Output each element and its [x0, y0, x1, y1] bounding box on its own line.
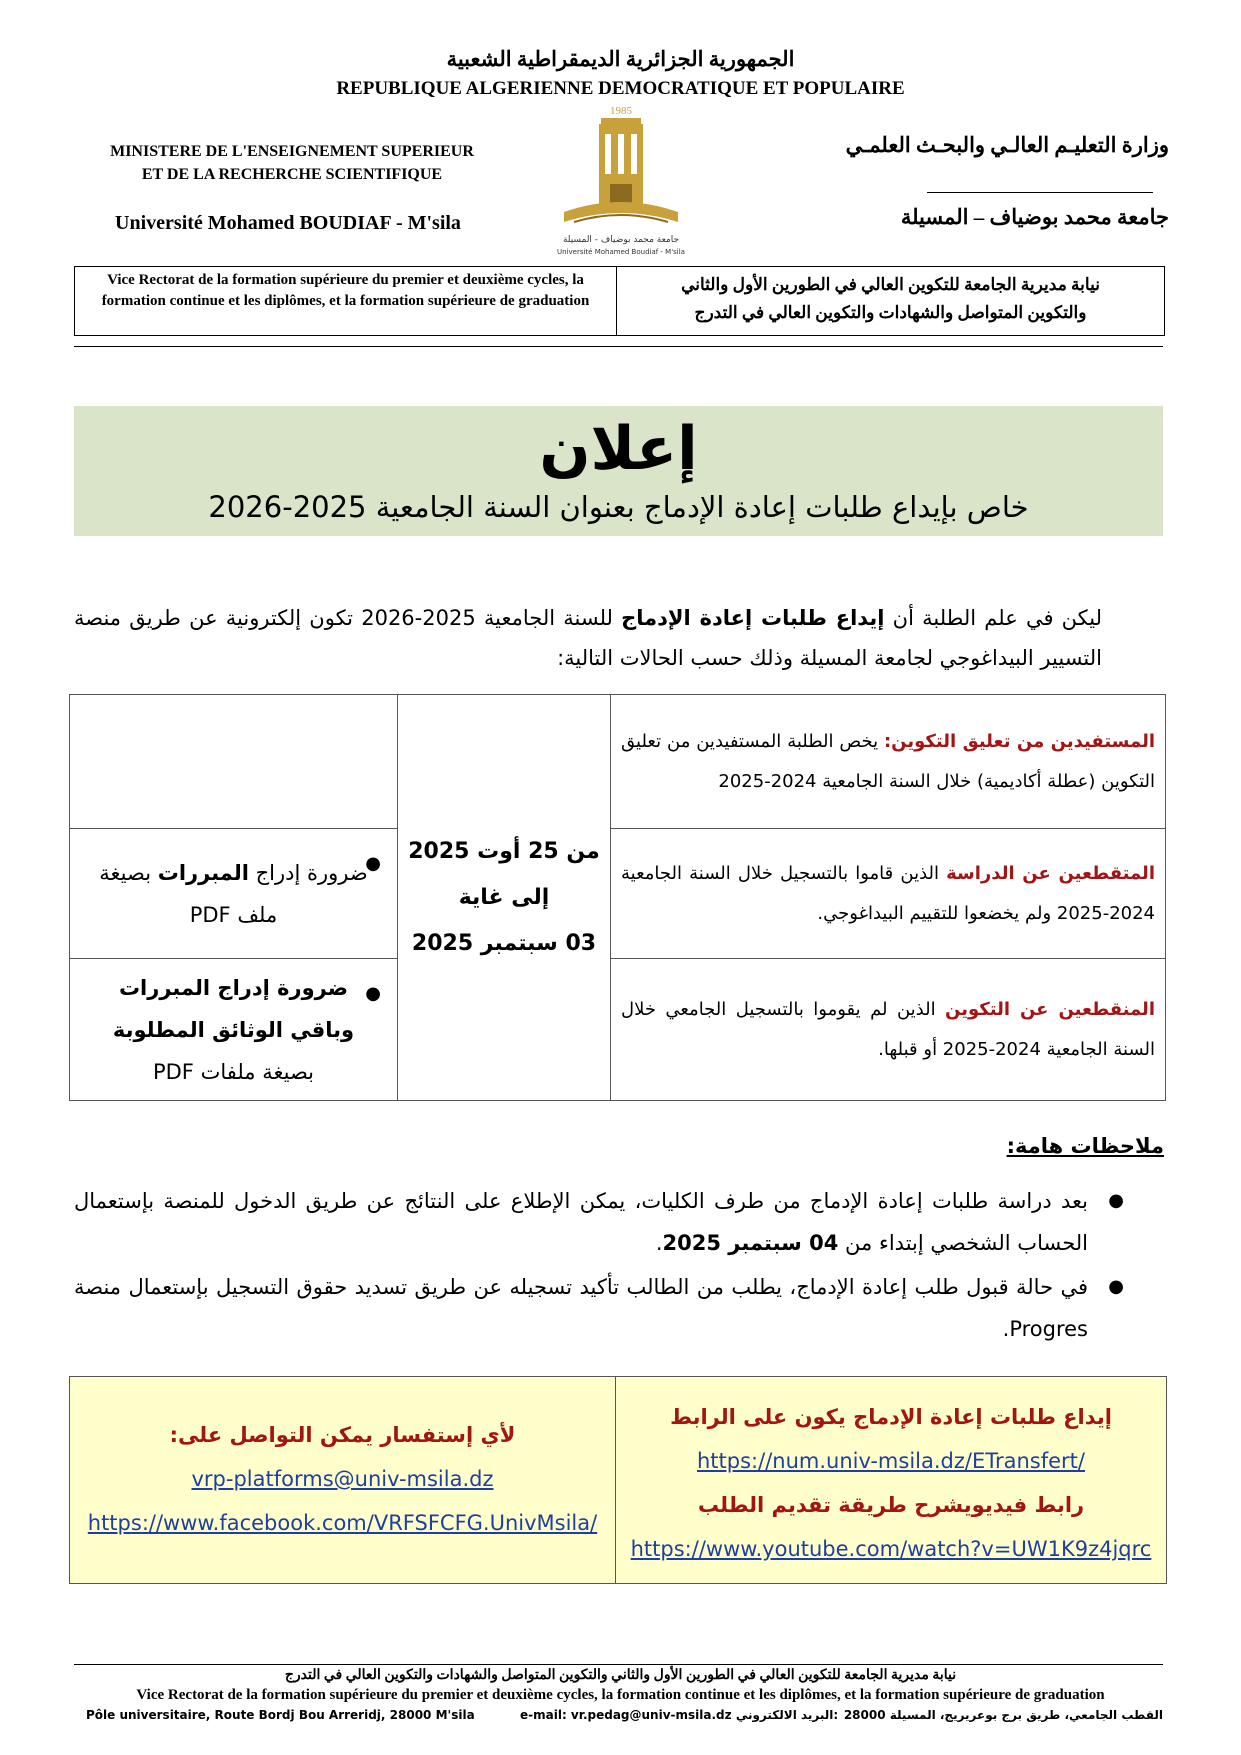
- case-label: المنقطعين عن التكوين: [945, 998, 1155, 1020]
- logo-year: 1985: [610, 105, 632, 117]
- ministry-fr-line2: ET DE LA RECHERCHE SCIENTIFIQUE: [141, 166, 443, 183]
- case-label: المستفيدين من تعليق التكوين:: [883, 730, 1155, 752]
- case-label: المتقطعين عن الدراسة: [946, 862, 1155, 884]
- facebook-link[interactable]: https://www.facebook.com/VRFSFCFG.UnivMsila/: [87, 1511, 598, 1535]
- footer-address-fr: Pôle universitaire, Route Bordj Bou Arreridj, 28000 M'sila: [86, 1708, 475, 1722]
- logo-name-fr: Université Mohamed Boudiaf - M'sila: [557, 248, 685, 256]
- contact-box: [69, 1376, 1167, 1584]
- intro-part2: للسنة الجامعية 2025-2026 تكون إلكترونية عن طريق منصة التسيير البيداغوجي لجامعة المسيلة وذلك حسب الحالات التالية:: [74, 606, 1102, 670]
- intro-part1: ليكن في علم الطلبة أن: [884, 606, 1102, 630]
- submit-title: إيداع طلبات إعادة الإدماج يكون على الرابط: [670, 1405, 1112, 1429]
- case-text: الذين لم يقوموا بالتسجيل الجامعي خلال السنة الجامعية 2024-2025 أو قبلها.: [621, 998, 1155, 1060]
- case-text: يخص الطلبة المستفيدين من تعليق التكوين (عطلة أكاديمية) خلال السنة الجامعية 2024-2025: [621, 730, 1155, 792]
- logo-emblem-icon: [552, 104, 690, 260]
- vice-rectorate-fr: Vice Rectorat de la formation supérieure du premier et deuxième cycles, la formation continue et les diplômes, et la formation supérieure de graduation: [75, 267, 617, 335]
- vice-rectorate-box: [74, 266, 1165, 336]
- university-logo: [552, 104, 690, 260]
- period-line1: من 25 أوت 2025: [408, 838, 600, 864]
- requirement-post: بصيغة ملف PDF: [99, 860, 278, 927]
- ministry-ar: وزارة التعليـم العالـي والبحـث العلمـي: [845, 133, 1169, 157]
- country-name-fr: REPUBLIQUE ALGERIENNE DEMOCRATIQUE ET POPULAIRE: [336, 78, 905, 99]
- note-text: في حالة قبول طلب إعادة الإدماج، يطلب من الطالب تأكيد تسجيله عن طريق تسديد حقوق التسجيل بإستعمال منصة Progres.: [74, 1275, 1088, 1341]
- submit-link[interactable]: https://num.univ-msila.dz/ETransfert/: [697, 1449, 1085, 1473]
- case-text: الذين قاموا بالتسجيل خلال السنة الجامعية 2024-2025 ولم يخضعوا للتقييم البيداغوجي.: [621, 862, 1155, 924]
- footer-email[interactable]: e-mail: vr.pedag@univ-msila.dz البريد الالكتروني:: [520, 1708, 839, 1722]
- submission-panel: [616, 1377, 1166, 1583]
- requirement-cell: [70, 959, 398, 1101]
- footer-ar: نيابة مديرية الجامعة للتكوين العالي في الطورين الأول والثاني والتكوين المتواصل والشهادات والتكوين العالي في التدرج: [284, 1668, 957, 1683]
- country-name-ar: الجمهورية الجزائرية الديمقراطية الشعبية: [446, 47, 795, 71]
- period-cell: [398, 695, 611, 1101]
- period-line2: إلى غاية: [458, 884, 550, 910]
- intro-bold: إيداع طلبات إعادة الإدماج: [621, 606, 885, 630]
- bullet-icon: ●: [1108, 1190, 1124, 1211]
- period-line3: 03 سبتمبر 2025: [411, 930, 597, 956]
- bullet-icon: ●: [1108, 1276, 1124, 1297]
- contact-email-link[interactable]: vrp-platforms@univ-msila.dz: [191, 1467, 494, 1491]
- video-title: رابط فيديويشرح طريقة تقديم الطلب: [697, 1493, 1085, 1517]
- note-text: بعد دراسة طلبات إعادة الإدماج من طرف الكليات، يمكن الإطلاع على النتائج عن طريق الدخول للمنصة بإستعمال الحساب الشخصي إبتداء من: [74, 1189, 1088, 1255]
- bullet-icon: ●: [365, 983, 381, 1004]
- footer-address-ar: القطب الجامعي، طريق برج بوعريريج، المسيلة 28000: [843, 1708, 1163, 1722]
- cases-table: [69, 694, 1166, 1101]
- vice-rectorate-ar: [617, 267, 1164, 335]
- ministry-fr-line1: MINISTERE DE L'ENSEIGNEMENT SUPERIEUR: [110, 143, 474, 160]
- announcement-subtitle: خاص بإيداع طلبات إعادة الإدماج بعنوان السنة الجامعية 2025-2026: [208, 490, 1029, 524]
- notes-title: ملاحظات هامة:: [1006, 1134, 1164, 1158]
- note-bold: 04 سبتمبر 2025: [662, 1231, 839, 1255]
- requirement-pre: ضرورة إدراج: [248, 860, 368, 885]
- logo-name-ar: جامعة محمد بوضياف - المسيلة: [562, 235, 680, 245]
- note-item: [74, 1266, 1124, 1350]
- footer-divider: [74, 1664, 1163, 1665]
- case-row: [611, 829, 1166, 959]
- announcement-banner: [74, 406, 1163, 536]
- ministry-fr: [72, 140, 512, 186]
- requirement-bold: المبررات: [157, 860, 249, 885]
- vice-rectorate-ar-line1: نيابة مديرية الجامعة للتكوين العالي في الطورين الأول والثاني: [681, 275, 1100, 294]
- video-link[interactable]: https://www.youtube.com/watch?v=UW1K9z4jqrc: [630, 1537, 1152, 1561]
- requirement-post: بصيغة ملفات PDF: [152, 1059, 315, 1084]
- ministry-underline: [927, 192, 1153, 193]
- requirement-bold: ضرورة إدراج المبررات وباقي الوثائق المطلوبة: [112, 975, 355, 1042]
- intro-paragraph: [74, 598, 1102, 678]
- header-divider: [74, 346, 1163, 347]
- university-name-ar: جامعة محمد بوضياف – المسيلة: [900, 205, 1169, 229]
- requirement-cell: [70, 829, 398, 959]
- inquiry-title: لأي إستفسار يمكن التواصل على:: [169, 1423, 516, 1447]
- announcement-title: إعلان: [539, 414, 698, 484]
- inquiry-panel: [70, 1377, 616, 1583]
- case-row: [611, 959, 1166, 1101]
- note-item: [74, 1180, 1124, 1264]
- note-end: .: [655, 1231, 663, 1255]
- case-row: [611, 695, 1166, 829]
- university-name-fr: Université Mohamed BOUDIAF - M'sila: [115, 212, 461, 234]
- bullet-icon: ●: [365, 853, 381, 874]
- empty-cell: [70, 695, 398, 829]
- footer-fr: Vice Rectorat de la formation supérieure du premier et deuxième cycles, la formation continue et les diplômes, et la formation supérieure de graduation: [136, 1687, 1105, 1703]
- vice-rectorate-ar-line2: والتكوين المتواصل والشهادات والتكوين العالي في التدرج: [694, 303, 1087, 322]
